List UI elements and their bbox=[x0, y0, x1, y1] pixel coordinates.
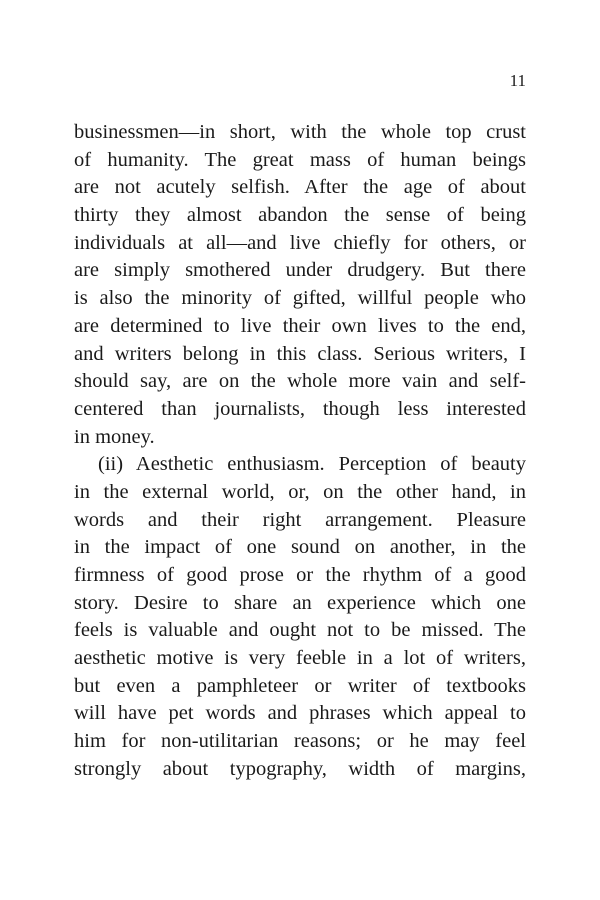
text-line: (ii) Aesthetic enthusiasm. Perception of beauty bbox=[98, 453, 526, 476]
text-line: him for non-utilitarian reasons; or he may feel bbox=[74, 730, 526, 753]
text-line: should say, are on the whole more vain and self- bbox=[74, 370, 526, 393]
text-line: aesthetic motive is very feeble in a lot of writers, bbox=[74, 647, 526, 670]
text-line: in the external world, or, on the other hand, in bbox=[74, 480, 526, 503]
text-line: but even a pamphleteer or writer of textbooks bbox=[74, 674, 526, 697]
text-line: story. Desire to share an experience which one bbox=[74, 591, 526, 614]
body-text bbox=[74, 119, 526, 784]
page-number: 11 bbox=[509, 71, 526, 90]
text-line: in the impact of one sound on another, in the bbox=[74, 536, 526, 559]
text-line: is also the minority of gifted, willful people who bbox=[74, 287, 526, 310]
text-line: firmness of good prose or the rhythm of a good bbox=[74, 564, 526, 586]
text-line: are not acutely selfish. After the age of about bbox=[74, 176, 526, 199]
text-line: words and their right arrangement. Pleasure bbox=[74, 508, 526, 531]
text-line: will have pet words and phrases which appeal to bbox=[74, 702, 526, 725]
text-line: strongly about typography, width of margins, bbox=[74, 757, 526, 780]
text-line: businessmen—in short, with the whole top crust bbox=[74, 121, 526, 143]
text-line: in money. bbox=[74, 425, 155, 448]
text-line: and writers belong in this class. Serious writers, I bbox=[74, 342, 526, 365]
text-line: centered than journalists, though less interested bbox=[74, 397, 526, 420]
text-line: feels is valuable and ought not to be missed. The bbox=[74, 619, 526, 642]
text-line: of humanity. The great mass of human beings bbox=[74, 148, 526, 171]
text-line: are simply smothered under drudgery. But there bbox=[74, 259, 526, 282]
text-line: are determined to live their own lives to the end, bbox=[74, 314, 526, 337]
text-line: thirty they almost abandon the sense of being bbox=[74, 204, 526, 227]
text-line: individuals at all—and live chiefly for others, or bbox=[74, 231, 526, 254]
